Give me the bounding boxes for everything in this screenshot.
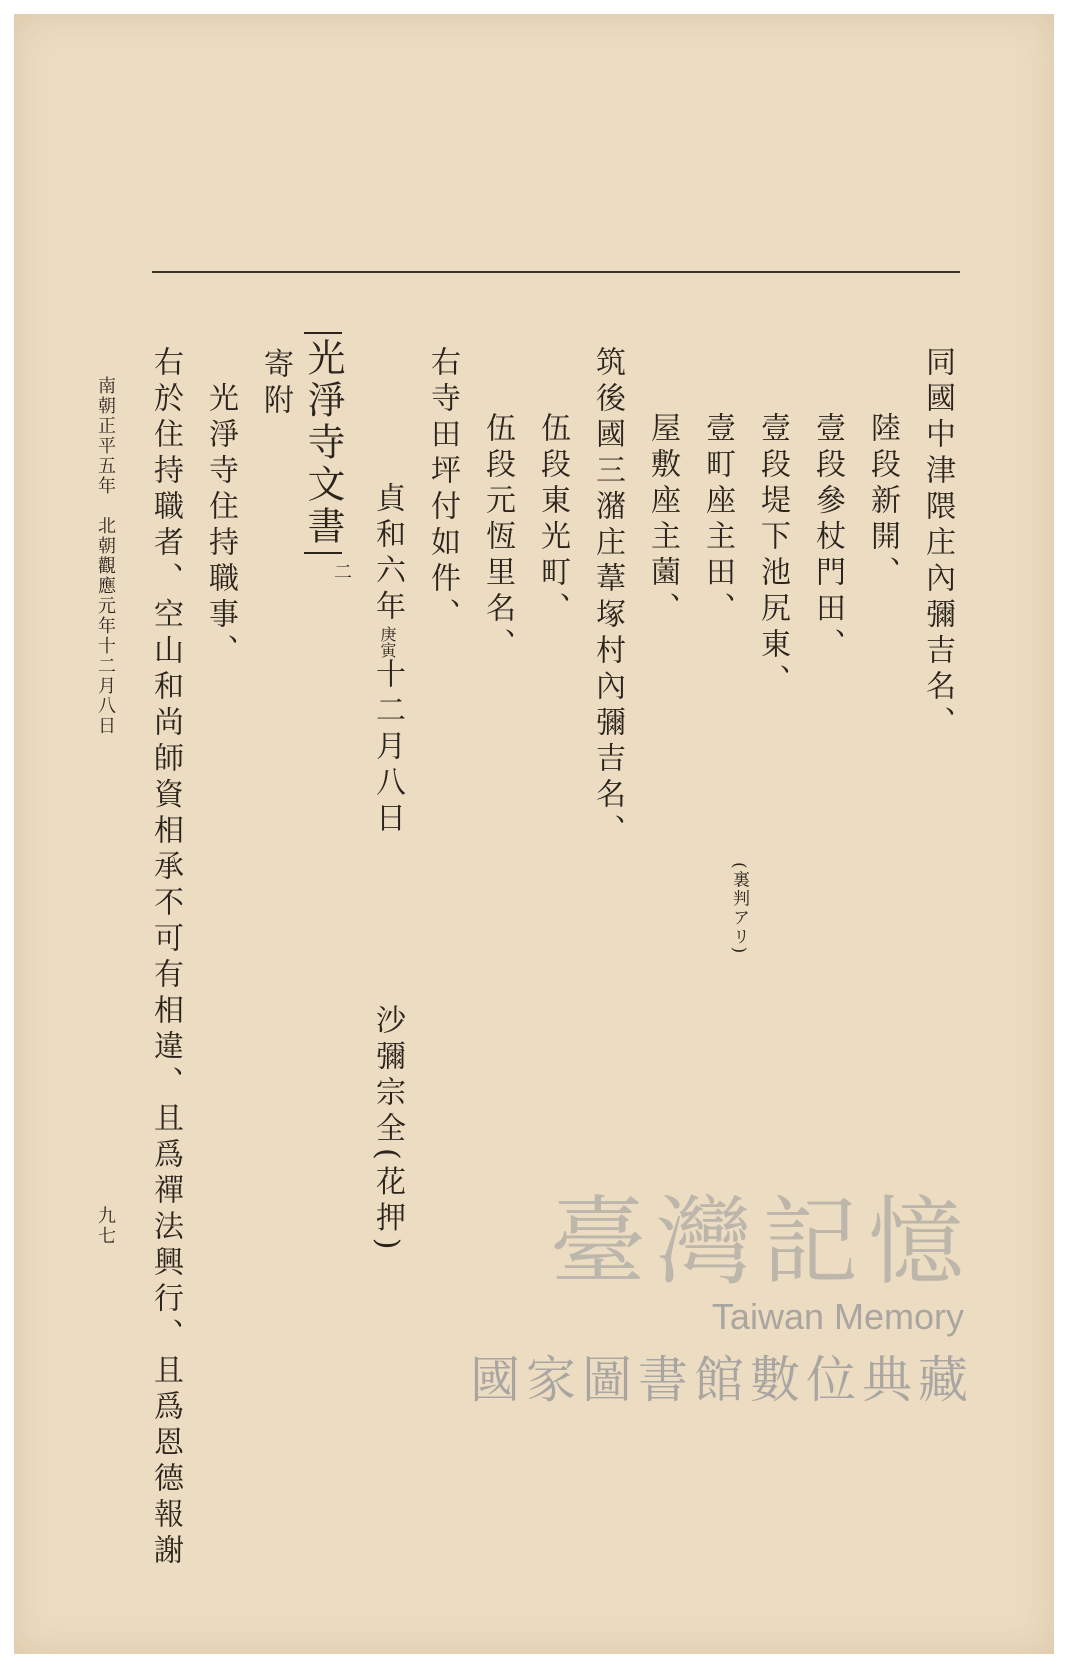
text-kojoji: 光淨寺住持職事、 — [203, 382, 238, 670]
date-kanshi: 庚寅 — [378, 626, 397, 658]
header-rule — [152, 271, 960, 273]
page-number: 九七 — [95, 1206, 116, 1246]
text-line-5: 壹町座主田、 — [700, 412, 735, 628]
text-line-9: 伍段元恆里名、 — [480, 412, 515, 664]
text-line-2: 陸段新開、 — [865, 412, 900, 592]
text-line-7: 筑後國三潴庄葦塚村內彌吉名、 — [590, 346, 625, 850]
margin-note: 南朝正平五年 北朝觀應元年十二月八日 — [95, 376, 116, 736]
text-line-10: 右寺田坪付如件、 — [425, 346, 460, 634]
text-kifu: 寄附 — [258, 348, 293, 420]
watermark-chinese: 國家圖書館數位典藏 — [470, 1351, 974, 1409]
text-line-1: 同國中津隈庄內彌吉名、 — [920, 346, 955, 742]
section-number: 二 — [331, 562, 352, 582]
text-line-6: 屋敷座主薗、 — [645, 412, 680, 628]
watermark-calligraphy: 臺灣記憶 — [550, 1186, 974, 1298]
date-suffix: 十二月八日 — [370, 658, 405, 838]
text-body: 右於住持職者、空山和尚師資相承不可有相違、且爲禪法興行、且爲恩德報謝 — [148, 346, 183, 1570]
text-line-4: 壹段堤下池尻東、 — [755, 412, 790, 700]
date-line — [370, 482, 405, 838]
document-page — [14, 14, 1054, 1654]
text-line-3: 壹段參杖門田、 — [810, 412, 845, 664]
watermark-english: Taiwan Memory — [711, 1296, 964, 1337]
section-title: 光淨寺文書 — [304, 332, 342, 554]
text-note-urahan: (裏判アリ) — [729, 862, 749, 956]
signature: 沙彌宗全(花押) — [370, 1004, 405, 1256]
date-prefix: 貞和六年 — [370, 482, 405, 626]
text-line-8: 伍段東光町、 — [535, 412, 570, 628]
watermark — [444, 1186, 974, 1454]
